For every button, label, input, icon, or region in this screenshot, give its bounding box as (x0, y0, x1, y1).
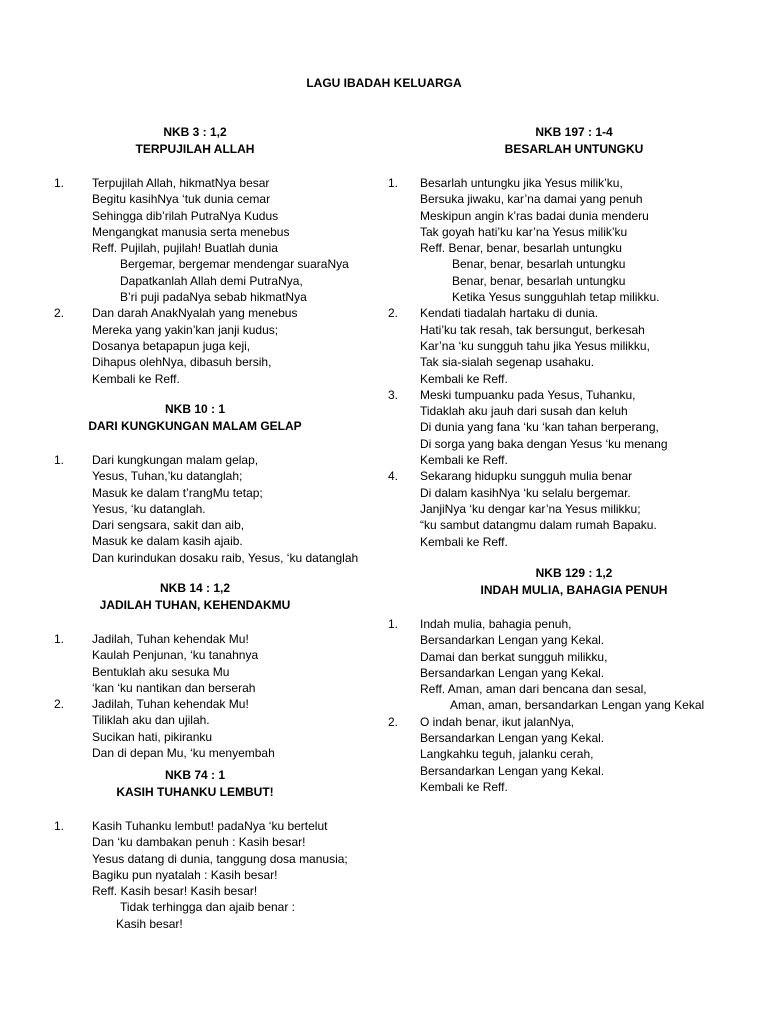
lyric-text: Dari sengsara, sakit dan aib, (92, 518, 245, 533)
verse-number: 2. (387, 306, 398, 321)
lyric-line (0, 729, 390, 745)
lyric-text: Tak sia-sialah segenap usahaku. (420, 355, 595, 370)
lyric-text: JanjiNya ‘ku dengar kar’na Yesus milikku; (420, 501, 641, 516)
lyric-line (380, 714, 768, 730)
lyric-line (0, 851, 390, 867)
lyric-text: Masuk ke dalam t’rangMu tetap; (92, 485, 263, 500)
lyric-line (380, 224, 768, 240)
lyric-line (380, 354, 768, 370)
verse-number: 1. (387, 617, 398, 631)
lyric-line (380, 730, 768, 746)
lyric-line (0, 256, 390, 272)
lyric-text: Damai dan berkat sungguh milikku, (420, 649, 608, 664)
lyric-text: Tidak terhingga dan ajaib benar : (120, 900, 296, 915)
lyric-text: Bagiku pun nyatalah : Kasih besar! (92, 867, 278, 882)
lyric-line (380, 517, 768, 533)
song-code: NKB 197 : 1-4 (535, 125, 613, 139)
lyric-text: Jadilah, Tuhan kehendak Mu! (92, 697, 249, 712)
lyric-text: Tak goyah hati’ku kar’na Yesus milik’ku (420, 224, 628, 239)
verse-number: 1. (53, 453, 64, 467)
lyric-text: Kendati tiadalah hartaku di dunia. (420, 306, 599, 321)
song-block (0, 580, 390, 761)
lyric-text: Dihapus olehNya, dibasuh bersih, (92, 355, 272, 370)
lyric-line (380, 763, 768, 779)
lyric-text: Yesus, Tuhan,’ku datanglah; (92, 469, 243, 484)
lyric-text: Kasih Tuhanku lembut! padaNya ‘ku bertelut (92, 819, 328, 833)
lyric-line (0, 899, 390, 915)
lyric-text: Bersandarkan Lengan yang Kekal. (420, 763, 605, 778)
lyric-line (0, 305, 390, 321)
lyric-line (0, 273, 390, 289)
lyric-line (0, 745, 390, 761)
lyric-text: Benar, benar, besarlah untungku (452, 273, 626, 288)
song-title: KASIH TUHANKU LEMBUT! (116, 785, 274, 799)
lyric-line (380, 697, 768, 713)
song-verses (380, 616, 768, 795)
lyric-text: Kembali ke Reff. (420, 534, 508, 549)
lyric-line (380, 779, 768, 795)
lyric-line (380, 534, 768, 550)
lyric-text: Sucikan hati, pikiranku (92, 729, 213, 744)
lyric-text: Bergemar, bergemar mendengar suaraNya (120, 257, 349, 272)
song-code: NKB 3 : 1,2 (163, 125, 227, 139)
lyric-line (0, 916, 390, 932)
verse-number: 4. (387, 469, 398, 484)
lyric-text: Bersandarkan Lengan yang Kekal. (420, 731, 605, 746)
lyric-text: Yesus datang di dunia, tanggung dosa manusia; (92, 851, 348, 866)
lyric-text: Kaulah Penjunan, ‘ku tanahnya (92, 648, 259, 663)
song-block (380, 124, 768, 550)
lyric-line (380, 191, 768, 207)
verse-number: 2. (53, 697, 64, 712)
lyric-line (380, 632, 768, 648)
lyric-line (380, 273, 768, 289)
lyric-line (380, 468, 768, 484)
lyric-line (0, 452, 390, 468)
lyric-line (0, 468, 390, 484)
verse-number: 1. (53, 632, 64, 646)
lyric-text: Di dalam kasihNya ‘ku selalu bergemar. (420, 485, 631, 500)
lyric-text: Reff. Benar, benar, besarlah untungku (420, 241, 622, 256)
lyric-line (380, 681, 768, 697)
lyric-line (380, 175, 768, 191)
lyric-line (380, 322, 768, 338)
lyric-line (0, 322, 390, 338)
lyric-line (0, 175, 390, 191)
song-title: JADILAH TUHAN, KEHENDAKMU (99, 598, 291, 612)
lyric-text: Bersandarkan Lengan yang Kekal. (420, 665, 605, 680)
lyric-line (0, 664, 390, 680)
song-block (0, 767, 390, 932)
lyric-text: ‘kan ‘ku nantikan dan berserah (92, 680, 256, 695)
lyric-text: Di sorga yang baka dengan Yesus ‘ku menang (420, 436, 668, 451)
song-verses (0, 818, 390, 932)
song-block (0, 124, 390, 387)
song-header (0, 580, 390, 614)
song-verses (0, 631, 390, 761)
verse-number: 3. (387, 387, 398, 402)
lyric-line (0, 240, 390, 256)
lyric-line (380, 256, 768, 272)
lyric-text: “ku sambut datangmu dalam rumah Bapaku. (420, 518, 657, 533)
verse-number: 2. (53, 306, 64, 321)
lyric-text: Tidaklah aku jauh dari susah dan keluh (420, 404, 628, 419)
song-header (380, 565, 768, 599)
lyric-line (380, 289, 768, 305)
song-block (0, 401, 390, 566)
lyric-text: Reff. Kasih besar! Kasih besar! (92, 884, 258, 899)
lyric-line (0, 696, 390, 712)
song-block (380, 565, 768, 795)
lyric-line (380, 240, 768, 256)
song-title: BESARLAH UNTUNGKU (504, 142, 644, 156)
song-title: TERPUJILAH ALLAH (135, 142, 255, 156)
lyric-text: Kembali ke Reff. (420, 779, 508, 794)
lyric-text: Dan di depan Mu, ‘ku menyembah (92, 746, 275, 761)
lyric-line (0, 517, 390, 533)
lyric-line (0, 501, 390, 517)
lyric-text: Dan darah AnakNyalah yang menebus (92, 306, 298, 321)
lyric-line (380, 387, 768, 403)
song-header (0, 401, 390, 435)
lyric-text: Tiliklah aku dan ujilah. (92, 713, 210, 728)
lyric-text: Dan kurindukan dosaku raib, Yesus, ‘ku datanglah (92, 550, 359, 565)
lyric-line (380, 452, 768, 468)
lyric-line (0, 680, 390, 696)
lyric-line (380, 436, 768, 452)
lyric-line (380, 371, 768, 387)
lyric-text: Dari kungkungan malam gelap, (92, 453, 259, 467)
lyric-line (380, 616, 768, 632)
lyric-text: Reff. Aman, aman dari bencana dan sesal, (420, 682, 647, 697)
lyric-line (0, 371, 390, 387)
lyric-text: Kembali ke Reff. (420, 371, 508, 386)
lyric-text: Di dunia yang fana ‘ku ‘kan tahan berperang, (420, 420, 659, 435)
lyric-text: Langkahku teguh, jalanku cerah, (420, 747, 594, 762)
lyric-line (380, 746, 768, 762)
lyric-text: Mereka yang yakin’kan janji kudus; (92, 322, 279, 337)
lyric-text: Meski tumpuanku pada Yesus, Tuhanku, (420, 387, 636, 402)
lyric-line (0, 647, 390, 663)
verse-number: 1. (53, 176, 64, 190)
lyric-text: Aman, aman, bersandarkan Lengan yang Kekal (450, 698, 705, 713)
lyric-text: O indah benar, ikut jalanNya, (420, 714, 575, 729)
lyric-line (0, 834, 390, 850)
lyric-text: Bersuka jiwaku, kar’na damai yang penuh (420, 192, 643, 207)
song-title: DARI KUNGKUNGAN MALAM GELAP (88, 419, 302, 433)
lyric-text: Dan ‘ku dambakan penuh : Kasih besar! (92, 835, 306, 850)
lyric-text: Begitu kasihNya ‘tuk dunia cemar (92, 192, 271, 207)
song-title: INDAH MULIA, BAHAGIA PENUH (480, 583, 668, 597)
lyric-line (0, 818, 390, 834)
lyric-line (380, 403, 768, 419)
lyric-text: Yesus, ‘ku datanglah. (92, 501, 206, 516)
lyric-text: Meskipun angin k’ras badai dunia menderu (420, 208, 649, 223)
lyric-line (0, 354, 390, 370)
lyric-text: Kar’na ‘ku sungguh tahu jika Yesus milikku, (420, 338, 650, 353)
lyric-text: Ketika Yesus sungguhlah tetap milikku. (452, 290, 660, 305)
lyric-line (0, 224, 390, 240)
lyric-text: Bersandarkan Lengan yang Kekal. (420, 633, 605, 648)
song-verses (0, 452, 390, 566)
lyric-text: Masuk ke dalam kasih ajaib. (92, 534, 243, 549)
song-header (0, 124, 390, 158)
lyric-line (380, 665, 768, 681)
song-header (380, 124, 768, 158)
lyric-line (380, 338, 768, 354)
lyric-text: Hati’ku tak resah, tak bersungut, berkesah (420, 322, 645, 337)
lyric-line (0, 883, 390, 899)
lyric-line (0, 867, 390, 883)
lyric-line (0, 485, 390, 501)
lyric-text: Kembali ke Reff. (420, 453, 508, 468)
lyric-text: Benar, benar, besarlah untungku (452, 257, 626, 272)
lyric-text: Dosanya betapapun juga keji, (92, 338, 251, 353)
verse-number: 2. (387, 714, 398, 729)
lyric-line (0, 338, 390, 354)
lyric-line (0, 712, 390, 728)
song-header (0, 767, 390, 801)
song-code: NKB 10 : 1 (164, 402, 226, 416)
lyric-text: Mengangkat manusia serta menebus (92, 224, 290, 239)
lyric-line (380, 649, 768, 665)
lyric-text: Reff. Pujilah, pujilah! Buatlah dunia (92, 241, 278, 256)
document-title: LAGU IBADAH KELUARGA (306, 76, 462, 90)
lyric-line (380, 501, 768, 517)
lyric-text: Terpujilah Allah, hikmatNya besar (92, 176, 270, 190)
lyric-text: Dapatkanlah Allah demi PutraNya, (120, 273, 303, 288)
lyric-text: Kasih besar! (116, 916, 183, 931)
lyric-line (380, 485, 768, 501)
lyric-text: Kembali ke Reff. (92, 371, 180, 386)
lyric-line (380, 419, 768, 435)
lyric-line (0, 208, 390, 224)
song-verses (380, 175, 768, 550)
lyric-line (0, 533, 390, 549)
lyric-line (0, 289, 390, 305)
lyric-text: Jadilah, Tuhan kehendak Mu! (92, 632, 249, 646)
lyric-line (0, 550, 390, 566)
song-code: NKB 14 : 1,2 (159, 581, 231, 595)
song-verses (0, 175, 390, 387)
verse-number: 1. (387, 176, 398, 190)
lyric-text: Besarlah untungku jika Yesus milik’ku, (420, 176, 623, 190)
lyric-text: Indah mulia, bahagia penuh, (420, 617, 572, 631)
lyric-text: B’ri puji padaNya sebab hikmatNya (120, 290, 307, 305)
song-code: NKB 129 : 1,2 (535, 566, 613, 580)
song-code: NKB 74 : 1 (164, 768, 226, 782)
lyric-line (380, 305, 768, 321)
verse-number: 1. (53, 819, 64, 833)
lyric-text: Bentuklah aku sesuka Mu (92, 664, 230, 679)
lyric-line (0, 631, 390, 647)
lyric-line (0, 191, 390, 207)
lyric-text: Sekarang hidupku sungguh mulia benar (420, 469, 633, 484)
lyric-text: Sehingga dib’rilah PutraNya Kudus (92, 208, 279, 223)
lyric-line (380, 208, 768, 224)
